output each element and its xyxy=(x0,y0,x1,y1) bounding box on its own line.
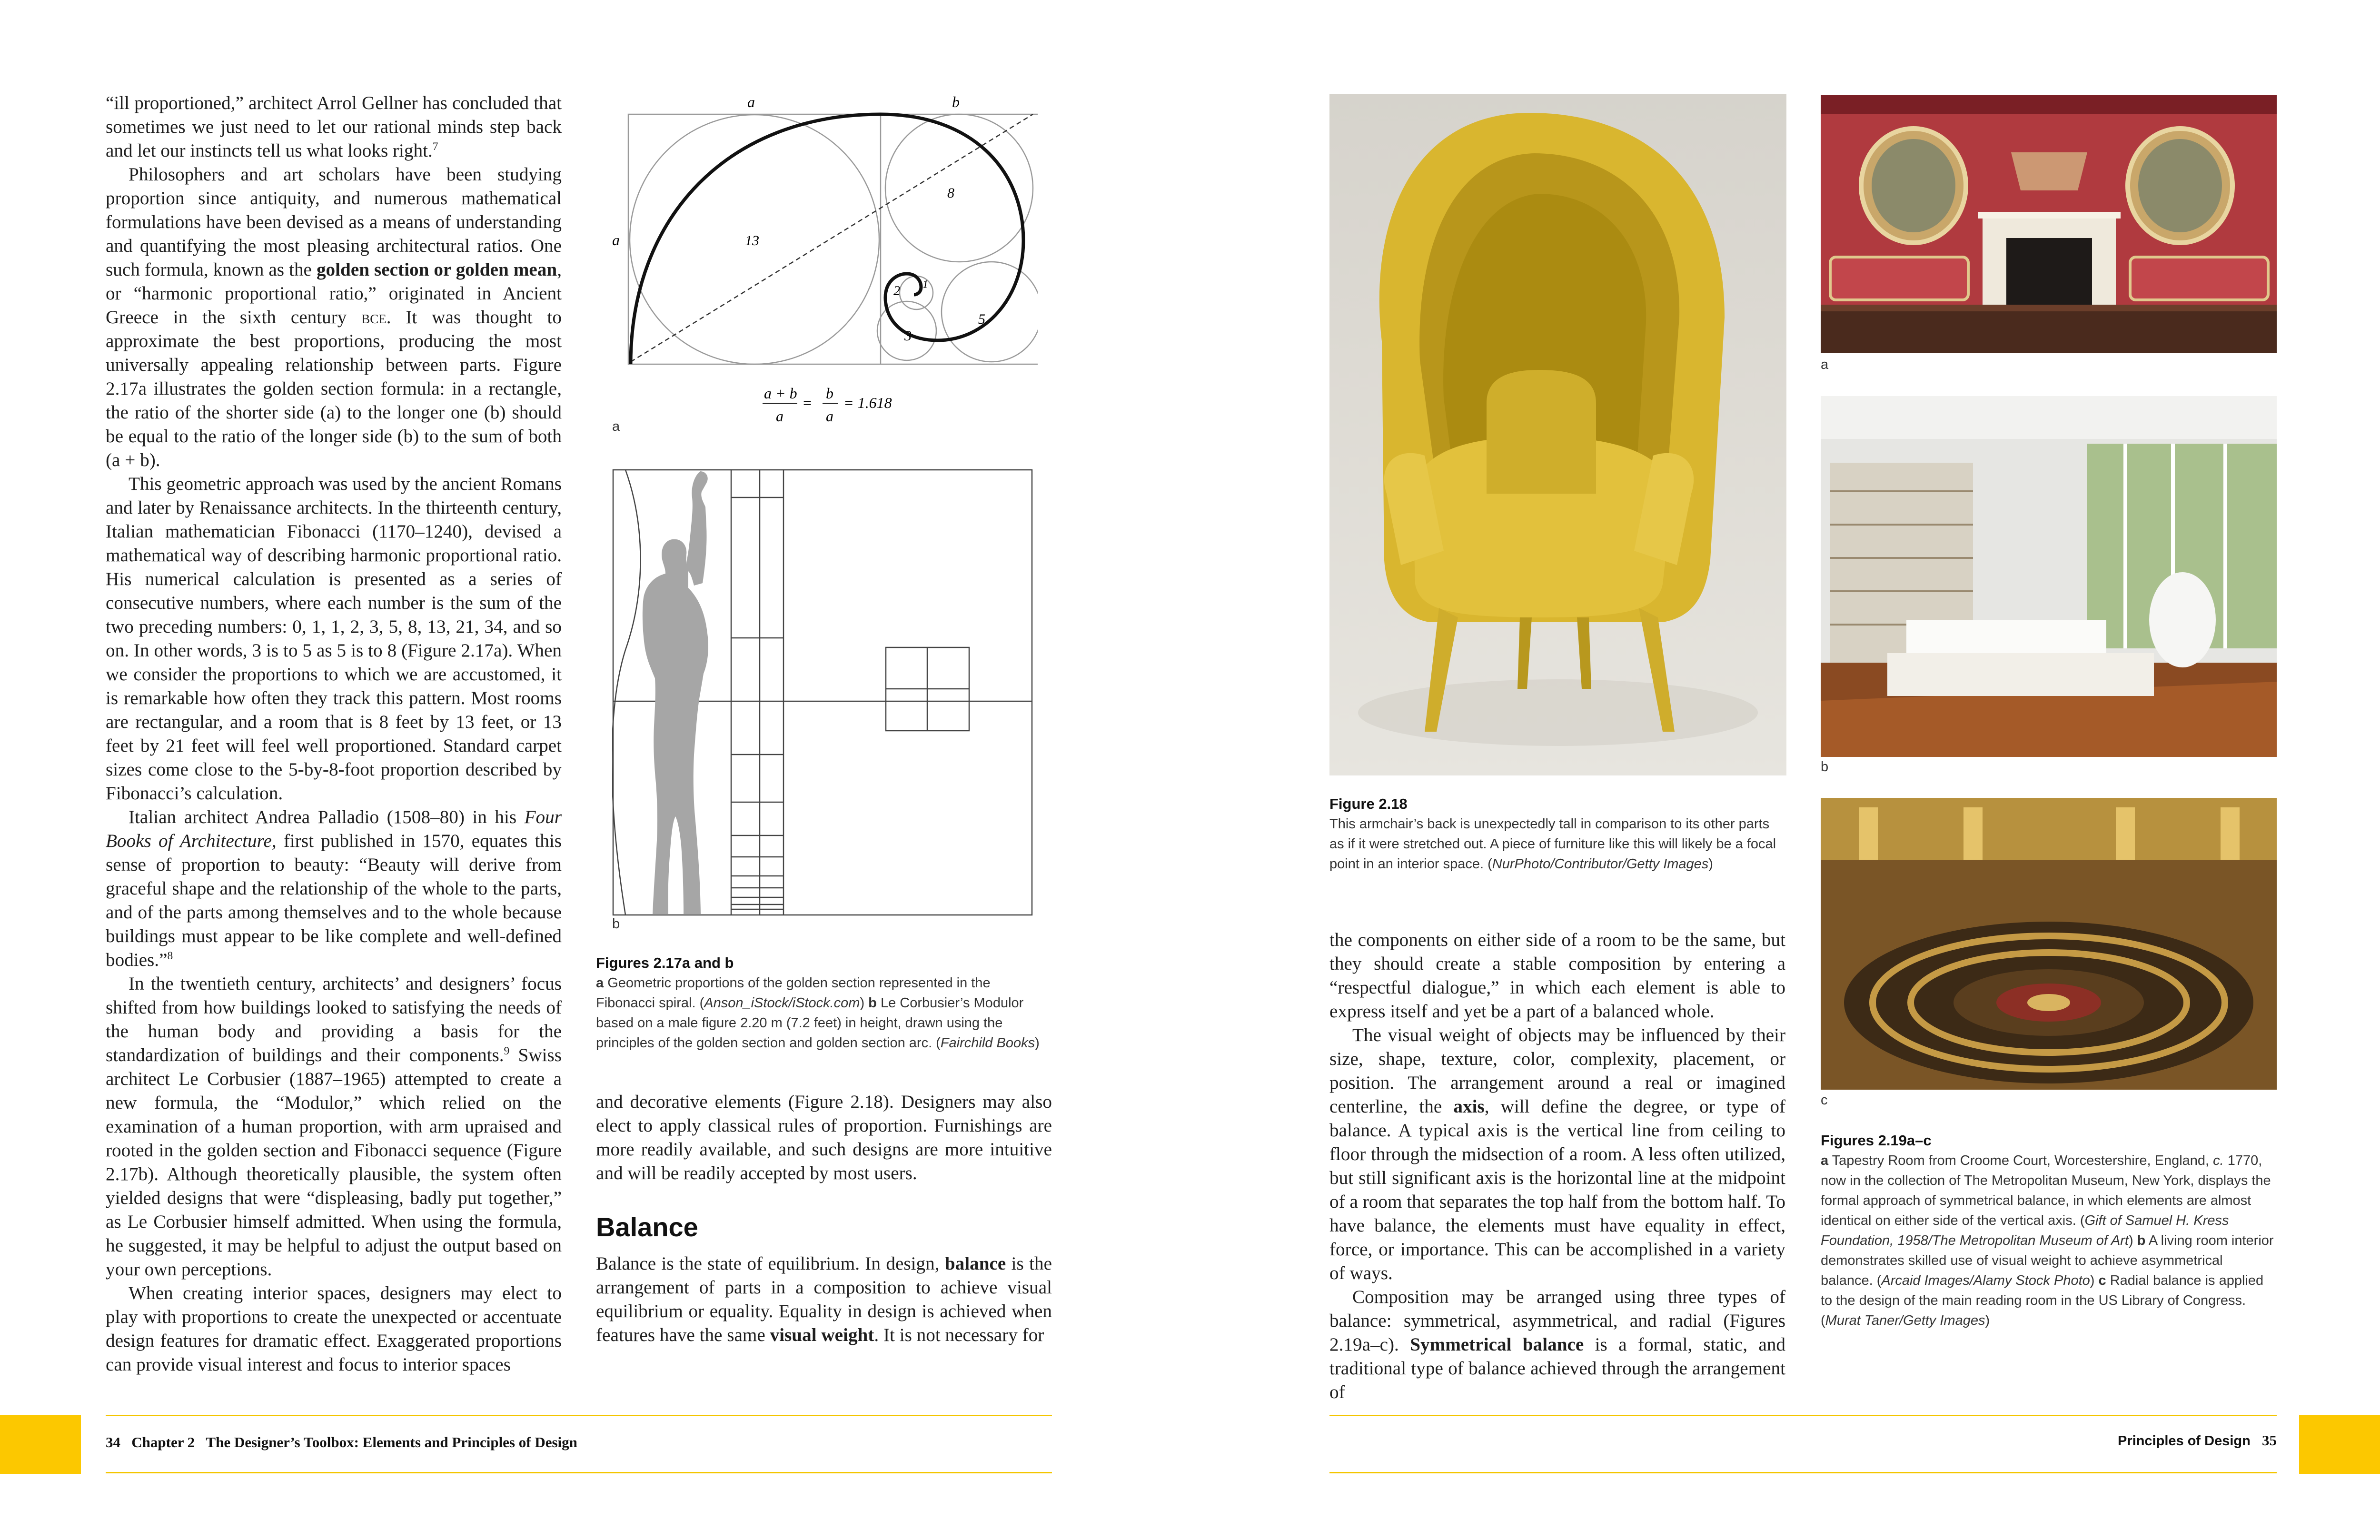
paragraph: In the twentieth century, architects’ and designers’ focus shifted from how buildings looked to satisfying the needs of the human body and providing a basis for the standardization of buildings and their components.$^9$ Swiss architect Le Corbusier (1887–1965) attempted to create a new formula, the “Modulor,” which relied on the examination of a human proportion, with arm upraised and rooted in the golden section and Fibonacci sequence (Figure 2.17b). Although theoretically plausible, the system often yielded designs that were “displeasing, badly put together,” as Le Corbusier himself admitted. When using the formula, he suggested, it may be helpful to adjust the output based on your own perceptions. xyxy=(106,974,562,1280)
right-page-footer xyxy=(1809,1432,2277,1449)
term-symmetrical-balance: Symmetrical balance xyxy=(1410,1334,1584,1355)
egg-chair xyxy=(2149,572,2216,667)
fibonacci-spiral xyxy=(631,114,1023,364)
label-a-top: a xyxy=(747,93,755,110)
paragraph: When creating interior spaces, designers may elect to play with proportions to create the unexpected or accentuate design features for dramatic effect. Exaggerated proportions can provide visual interest and focus to interior spaces xyxy=(106,1283,562,1375)
left-page-footer xyxy=(106,1434,577,1451)
left-column-2 xyxy=(596,1090,1052,1185)
formula-numerator-2: b xyxy=(826,385,833,402)
formula-denominator: a xyxy=(776,407,783,425)
section-heading-balance: Balance xyxy=(596,1212,698,1242)
paragraph: Composition may be arranged using three types of balance: symmetrical, asymmetrical, and radial (Figures 2.19a–c). Symmetrical balance is a formal, static, and traditional type of balance achieved through the arrangement of xyxy=(1329,1287,1785,1402)
caption-title: Figures 2.19a–c xyxy=(1821,1132,1932,1149)
caption-title: Figures 2.17a and b xyxy=(596,954,734,971)
page-number-right: 35 xyxy=(2262,1432,2277,1449)
number-8: 8 xyxy=(947,185,954,201)
figure-2-18-caption: Figure 2.18 This armchair’s back is unexpectedly tall in comparison to its other parts as if it were stretched out. A piece of furniture like this will likely be a focal point in an interior space. (NurPhoto/Contributor/Getty Images) xyxy=(1329,794,1786,874)
diagonal-line xyxy=(631,114,1033,362)
figure-letter-b: b xyxy=(1821,759,1829,775)
footer-rule-top-left xyxy=(106,1415,1052,1416)
paragraph: Balance is the state of equilibrium. In design, balance is the arrangement of parts in a composition to achieve visual equilibrium or equality. Equality in design is achieved when features have the same visual weight. It is not necessary for xyxy=(596,1253,1052,1345)
settee xyxy=(2130,257,2268,300)
footnote-ref[interactable]: 8 xyxy=(167,949,173,962)
formula-result: = 1.618 xyxy=(843,394,892,411)
right-page-tab xyxy=(2299,1415,2380,1474)
footer-rule-bottom-right xyxy=(1329,1472,2277,1473)
tapestry-room-photo xyxy=(1821,95,2277,353)
caption-title: Figure 2.18 xyxy=(1329,795,1408,812)
left-column-2-balance xyxy=(596,1252,1052,1347)
sofa xyxy=(1906,620,2106,653)
formula-numerator: a + b xyxy=(764,385,797,402)
label-a-side: a xyxy=(612,231,620,248)
number-5: 5 xyxy=(978,311,985,327)
living-room-photo xyxy=(1821,396,2277,757)
paragraph: This geometric approach was used by the ancient Romans and later by Renaissance architects. In the thirteenth century, Italian mathematician Fibonacci (1170–1240), devised a mathematical way of describing harmonic proportional ratio. His numerical calculation is presented as a series of consecutive numbers, where each number is the sum of the two preceding numbers: 0, 1, 1, 2, 3, 5, 8, 13, 21, 34, and so on. In other words, 3 is to 5 as 5 is to 8 (Figure 2.17a). When we consider the proportions to which we are accustomed, it is remarkable how often they track this pattern. Most rooms are rectangular, and a room that is 8 feet by 13 feet, or 13 feet by 21 feet will feel well proportioned. Standard carpet sizes come close to the 5-by-8-foot proportion described by Fibonacci’s calculation. xyxy=(106,474,562,804)
left-column-1 xyxy=(106,91,562,1377)
term-axis: axis xyxy=(1453,1096,1485,1117)
footer-rule-top-right xyxy=(1329,1415,2277,1416)
armchair-photo xyxy=(1329,94,1786,775)
paragraph: the components on either side of a room to be the same, but they should create a stable composition by entering a “respectful dialogue,” in which each element is able to express itself and yet be a part of a balanced whole. xyxy=(1329,930,1785,1022)
number-1: 1 xyxy=(922,278,928,291)
page-number-left: 34 xyxy=(106,1434,120,1451)
left-page-tab xyxy=(0,1415,81,1474)
section-title: Principles of Design xyxy=(2118,1433,2251,1449)
paragraph: Italian architect Andrea Palladio (1508–80) in his Four Books of Architecture, first published in 1570, equates this sense of proportion to beauty: “Beauty will derive from graceful shape and the relationship of the whole to the parts, and of the parts among themselves and to the whole because buildings must appear to be like complete and well-defined bodies.”$^8$ xyxy=(106,807,562,970)
label-b-top: b xyxy=(952,93,960,110)
formula-denominator-2: a xyxy=(826,407,833,425)
chapter-label: Chapter 2 xyxy=(131,1434,195,1451)
paragraph: “ill proportioned,” architect Arrol Gellner has concluded that sometimes we just need to let our rational minds step back and let our instincts tell us what looks right.$^7$ xyxy=(106,93,562,161)
term-golden-section: golden section or golden mean xyxy=(316,259,557,280)
figure-2-19-caption: Figures 2.19a–c a Tapestry Room from Croome Court, Worcestershire, England, c. 1770, now in the collection of The Metropolitan Museum, New York, displays the formal approach of symmetrical balance, in which elements are almost identical on either side of the vertical axis. (Gift of Samuel H. Kress Foundation, 1958/The Metropolitan Museum of Art) b A living room interior demonstrates skilled use of visual weight to achieve asymmetrical balance. (Arcaid Images/Alamy Stock Photo) c Radial balance is applied to the design of the main reading room in the US Library of Congress. (Murat Taner/Getty Images) xyxy=(1821,1131,2278,1331)
chair-leg xyxy=(1577,617,1591,689)
figure-letter-a: a xyxy=(1821,357,1829,372)
library-reading-room-photo xyxy=(1821,798,2277,1090)
rug xyxy=(1887,653,2154,696)
golden-rectangle xyxy=(628,114,1038,364)
figure-2-17-caption: Figures 2.17a and b a Geometric proportions of the golden section represented in the Fibonacci spiral. (Anson_iStock/iStock.com) b Le Corbusier’s Modulor based on a male figure 2.20 m (7.2 feet) in height, drawn using the principles of the golden section and golden section arc. (Fairchild Books) xyxy=(596,953,1053,1053)
number-2: 2 xyxy=(893,284,900,298)
right-column-1 xyxy=(1329,928,1785,1404)
term-balance: balance xyxy=(944,1253,1006,1274)
paragraph: The visual weight of objects may be influenced by their size, shape, texture, color, complexity, placement, or position. The arrangement around a real or imagined centerline, the axis, will define the degree, or type of balance. A typical axis is the vertical line from ceiling to floor through the midsection of a room. A less often utilized, but still significant axis is the horizontal line at the midpoint of a room that separates the top half from the bottom half. To have balance, the elements must have equality in effect, force, or importance. This can be accomplished in a variety of ways. xyxy=(1329,1025,1785,1283)
term-visual-weight: visual weight xyxy=(770,1325,874,1345)
chapter-title: The Designer’s Toolbox: Elements and Principles of Design xyxy=(206,1434,577,1451)
footer-rule-bottom-left xyxy=(106,1472,1052,1473)
chair-leg xyxy=(1517,617,1532,689)
book-title: Four Books of Architecture xyxy=(106,807,562,851)
number-13: 13 xyxy=(745,233,759,248)
golden-spiral-diagram xyxy=(609,93,1038,436)
number-3: 3 xyxy=(904,328,912,344)
formula-equals: = xyxy=(802,394,813,411)
paragraph: Philosophers and art scholars have been studying proportion since antiquity, and numerous mathematical formulations have been devised as a means of understanding and quantifying the most pleasing architectural ratios. One such formula, known as the golden section or golden mean, or “harmonic proportional ratio,” originated in Ancient Greece in the sixth century bce. It was thought to approximate the best proportions, producing the most universally appealing relationship between parts. Figure 2.17a illustrates the golden section formula: in a rectangle, the ratio of the shorter side (a) to the longer one (b) should be equal to the ratio of the longer side (b) to the sum of both (a + b). xyxy=(106,164,562,470)
figure-letter-b: b xyxy=(612,916,620,932)
footnote-ref[interactable]: 9 xyxy=(504,1044,510,1057)
settee xyxy=(1830,257,1968,300)
modulor-diagram xyxy=(612,469,1036,916)
footnote-ref[interactable]: 7 xyxy=(432,140,438,153)
paragraph: and decorative elements (Figure 2.18). Designers may also elect to apply classical rules of proportion. Furnishings are more readily available, and such designs are more intuitive and will be readily accepted by most users. xyxy=(596,1092,1052,1183)
figure-letter-c: c xyxy=(1821,1093,1828,1108)
figure-letter-a: a xyxy=(612,419,620,434)
modulor-figure-silhouette xyxy=(643,471,708,914)
